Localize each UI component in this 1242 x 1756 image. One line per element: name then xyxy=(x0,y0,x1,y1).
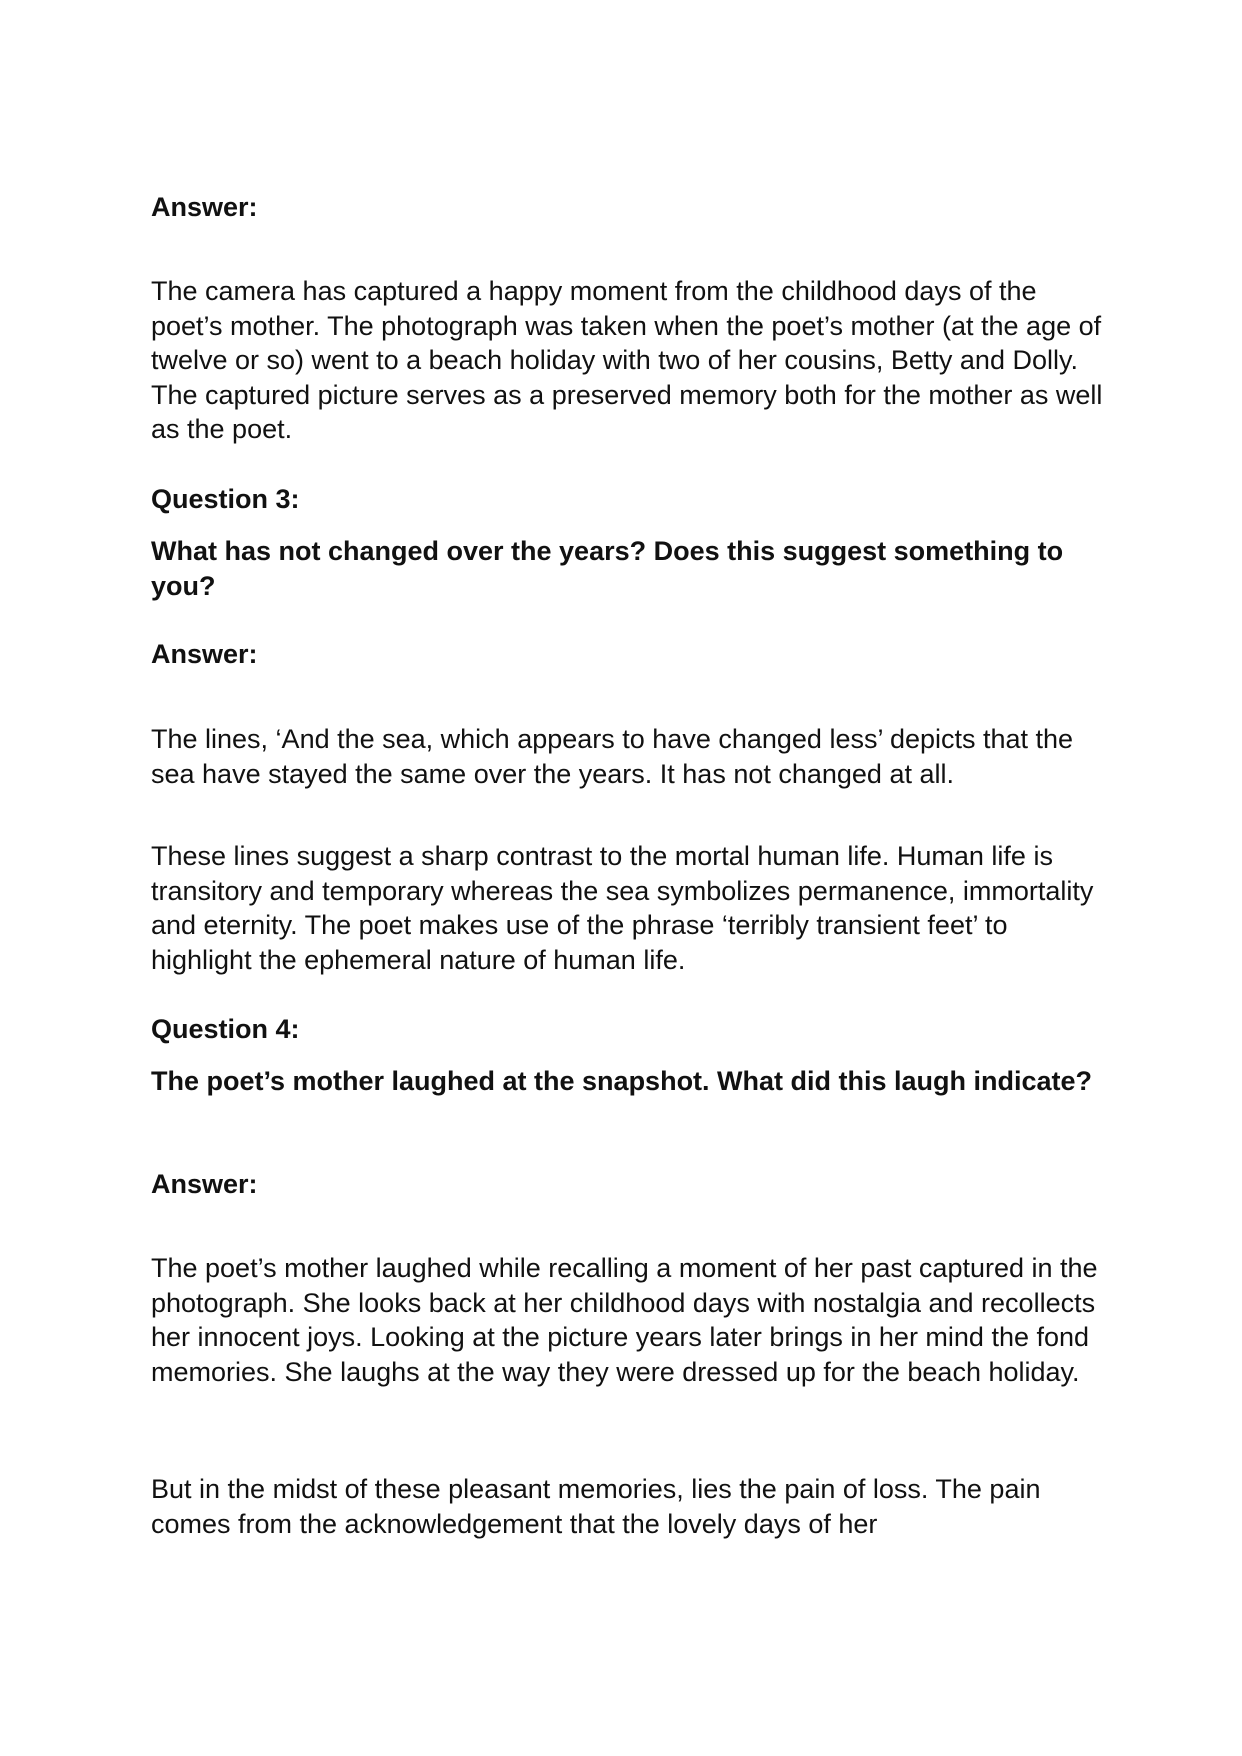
answer-paragraph: The poet’s mother laughed while recalling a moment of her past captured in the photograph. She looks back at her childhood days with nostalgia and recollects her innocent joys. Looking at the picture years later brings in her mind the fond memories. She laughs at the way they were dressed up for the beach holiday. xyxy=(151,1253,1098,1387)
question-text: What has not changed over the years? Does this suggest something to you? xyxy=(151,536,1064,601)
answer-label: Answer: xyxy=(151,192,258,222)
answer-paragraph: The lines, ‘And the sea, which appears to have changed less’ depicts that the sea have stayed the same over the years. It has not changed at all. xyxy=(151,724,1074,789)
answer-label: Answer: xyxy=(151,1169,258,1199)
answer-paragraph: The camera has captured a happy moment from the childhood days of the poet’s mother. The photograph was taken when the poet’s mother (at the age of twelve or so) went to a beach holiday with two of her cousins, Betty and Dolly. The captured picture serves as a preserved memory both for the mother as well as the poet. xyxy=(151,276,1103,444)
answer-label: Answer: xyxy=(151,639,258,669)
answer-paragraph: These lines suggest a sharp contrast to the mortal human life. Human life is transitory and temporary whereas the sea symbolizes permanence, immortality and eternity. The poet makes use of the phrase ‘terribly transient feet’ to highlight the ephemeral nature of human life. xyxy=(151,841,1094,975)
answer-paragraph: But in the midst of these pleasant memories, lies the pain of loss. The pain comes from the acknowledgement that the lovely days of her xyxy=(151,1474,1041,1539)
question-text: The poet’s mother laughed at the snapshot. What did this laugh indicate? xyxy=(151,1066,1093,1096)
question-label: Question 4: xyxy=(151,1014,300,1044)
question-label: Question 3: xyxy=(151,484,300,514)
